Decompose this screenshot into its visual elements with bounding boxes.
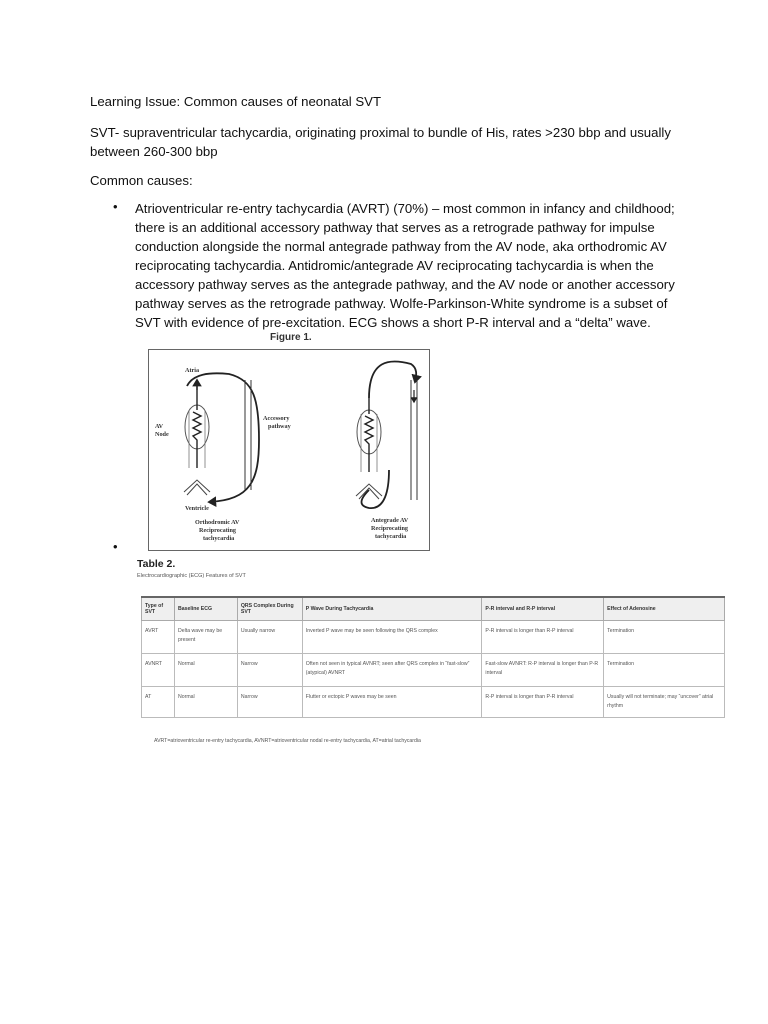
label-atria: Atria xyxy=(185,367,200,374)
table-cell: AVRT xyxy=(142,621,175,654)
label-av-node-1: AV xyxy=(155,423,164,430)
bullet-marker: • xyxy=(113,539,118,554)
label-av-node-2: Node xyxy=(155,431,169,438)
label-accessory-1: Accessory xyxy=(263,415,290,422)
table-row xyxy=(142,654,725,687)
right-av-node-pathway xyxy=(365,398,373,472)
table-row xyxy=(142,687,725,718)
table-cell: Often not seen in typical AVNRT; seen after QRS complex in “fast-slow” (atypical) AVNRT xyxy=(302,654,482,687)
avrt-pathway-diagram xyxy=(149,350,429,550)
table-cell: AT xyxy=(142,687,175,718)
table-header: P Wave During Tachycardia xyxy=(302,597,482,621)
label-accessory-2: pathway xyxy=(268,423,291,430)
table-cell: Delta wave may be present xyxy=(174,621,237,654)
bullet-avrt-text: Atrioventricular re-entry tachycardia (AVRT) (70%) – most common in infancy and childhood; there is an additional accessory pathway that serves as a retrograde pathway for impulse conduction alongside the normal antegrade pathway from the AV node, aka orthodromic AV reciprocating tachycardia. Antidromic/antegrade AV reciprocating tachycardia is when the accessory pathway serves as the antegrade pathway, and the AV node or another accessory pathway serves as the retrograde pathway. Wolfe-Parkinson-White syndrome is a subset of SVT with evidence of pre-excitation. ECG shows a short P-R interval and a “delta” wave. xyxy=(135,201,675,330)
right-caption-1: Antegrade AV xyxy=(371,517,409,524)
causes-label: Common causes: xyxy=(90,173,193,188)
table-cell: P-R interval is longer than R-P interval xyxy=(482,621,604,654)
left-ventricle-branch xyxy=(184,480,210,495)
orthodromic-diagram xyxy=(155,367,292,542)
table-header: P-R interval and R-P interval xyxy=(482,597,604,621)
table-subtitle: Electrocardiographic (ECG) Features of SVT xyxy=(137,573,246,579)
table-header: Type of SVT xyxy=(142,597,175,621)
svt-definition: SVT- supraventricular tachycardia, originating proximal to bundle of His, rates >230 bbp and usually between 260-300 bbp xyxy=(90,125,671,159)
label-ventricle: Ventricle xyxy=(185,505,209,512)
antegrade-diagram xyxy=(356,361,417,540)
left-accessory-pathway xyxy=(245,380,251,490)
table-cell: Usually will not terminate; may “uncover” atrial rhythm xyxy=(604,687,725,718)
left-caption-2: Reciprocating xyxy=(199,527,237,534)
table-header: QRS Complex During SVT xyxy=(237,597,302,621)
svt-features-table xyxy=(141,596,725,718)
table-cell: Flutter or ectopic P waves may be seen xyxy=(302,687,482,718)
table-cell: Termination xyxy=(604,621,725,654)
table-row xyxy=(142,621,725,654)
left-av-node-pathway xyxy=(193,390,201,468)
bullet-marker: • xyxy=(113,199,118,214)
right-ventricle-branch xyxy=(356,484,382,499)
table-title: Table 2. xyxy=(137,558,176,570)
left-caption-3: tachycardia xyxy=(203,535,235,542)
heading: Learning Issue: Common causes of neonatal SVT xyxy=(90,94,382,109)
table-footnote: AVRT=atrioventricular re-entry tachycardia, AVNRT=atrioventricular nodal re-entry tachycardia, AT=atrial tachycardia xyxy=(154,738,421,744)
left-caption-1: Orthodromic AV xyxy=(195,519,240,526)
table-cell: Normal xyxy=(174,654,237,687)
figure-title: Figure 1. xyxy=(270,332,312,343)
table-cell: Usually narrow xyxy=(237,621,302,654)
left-reentry-loop-arrow xyxy=(187,373,259,502)
table-cell: Fast-slow AVNRT: R-P interval is longer than P-R interval xyxy=(482,654,604,687)
table-header: Effect of Adenosine xyxy=(604,597,725,621)
table-cell: R-P interval is longer than P-R interval xyxy=(482,687,604,718)
table-cell: Normal xyxy=(174,687,237,718)
right-caption-3: tachycardia xyxy=(375,533,407,540)
figure-avrt-diagram xyxy=(148,349,430,551)
table-cell: Narrow xyxy=(237,687,302,718)
table-cell: Narrow xyxy=(237,654,302,687)
table-header-row xyxy=(142,597,725,621)
table-header: Baseline ECG xyxy=(174,597,237,621)
table-cell: Termination xyxy=(604,654,725,687)
right-caption-2: Reciprocating xyxy=(371,525,409,532)
table-cell: Inverted P wave may be seen following the QRS complex xyxy=(302,621,482,654)
table-cell: AVNRT xyxy=(142,654,175,687)
